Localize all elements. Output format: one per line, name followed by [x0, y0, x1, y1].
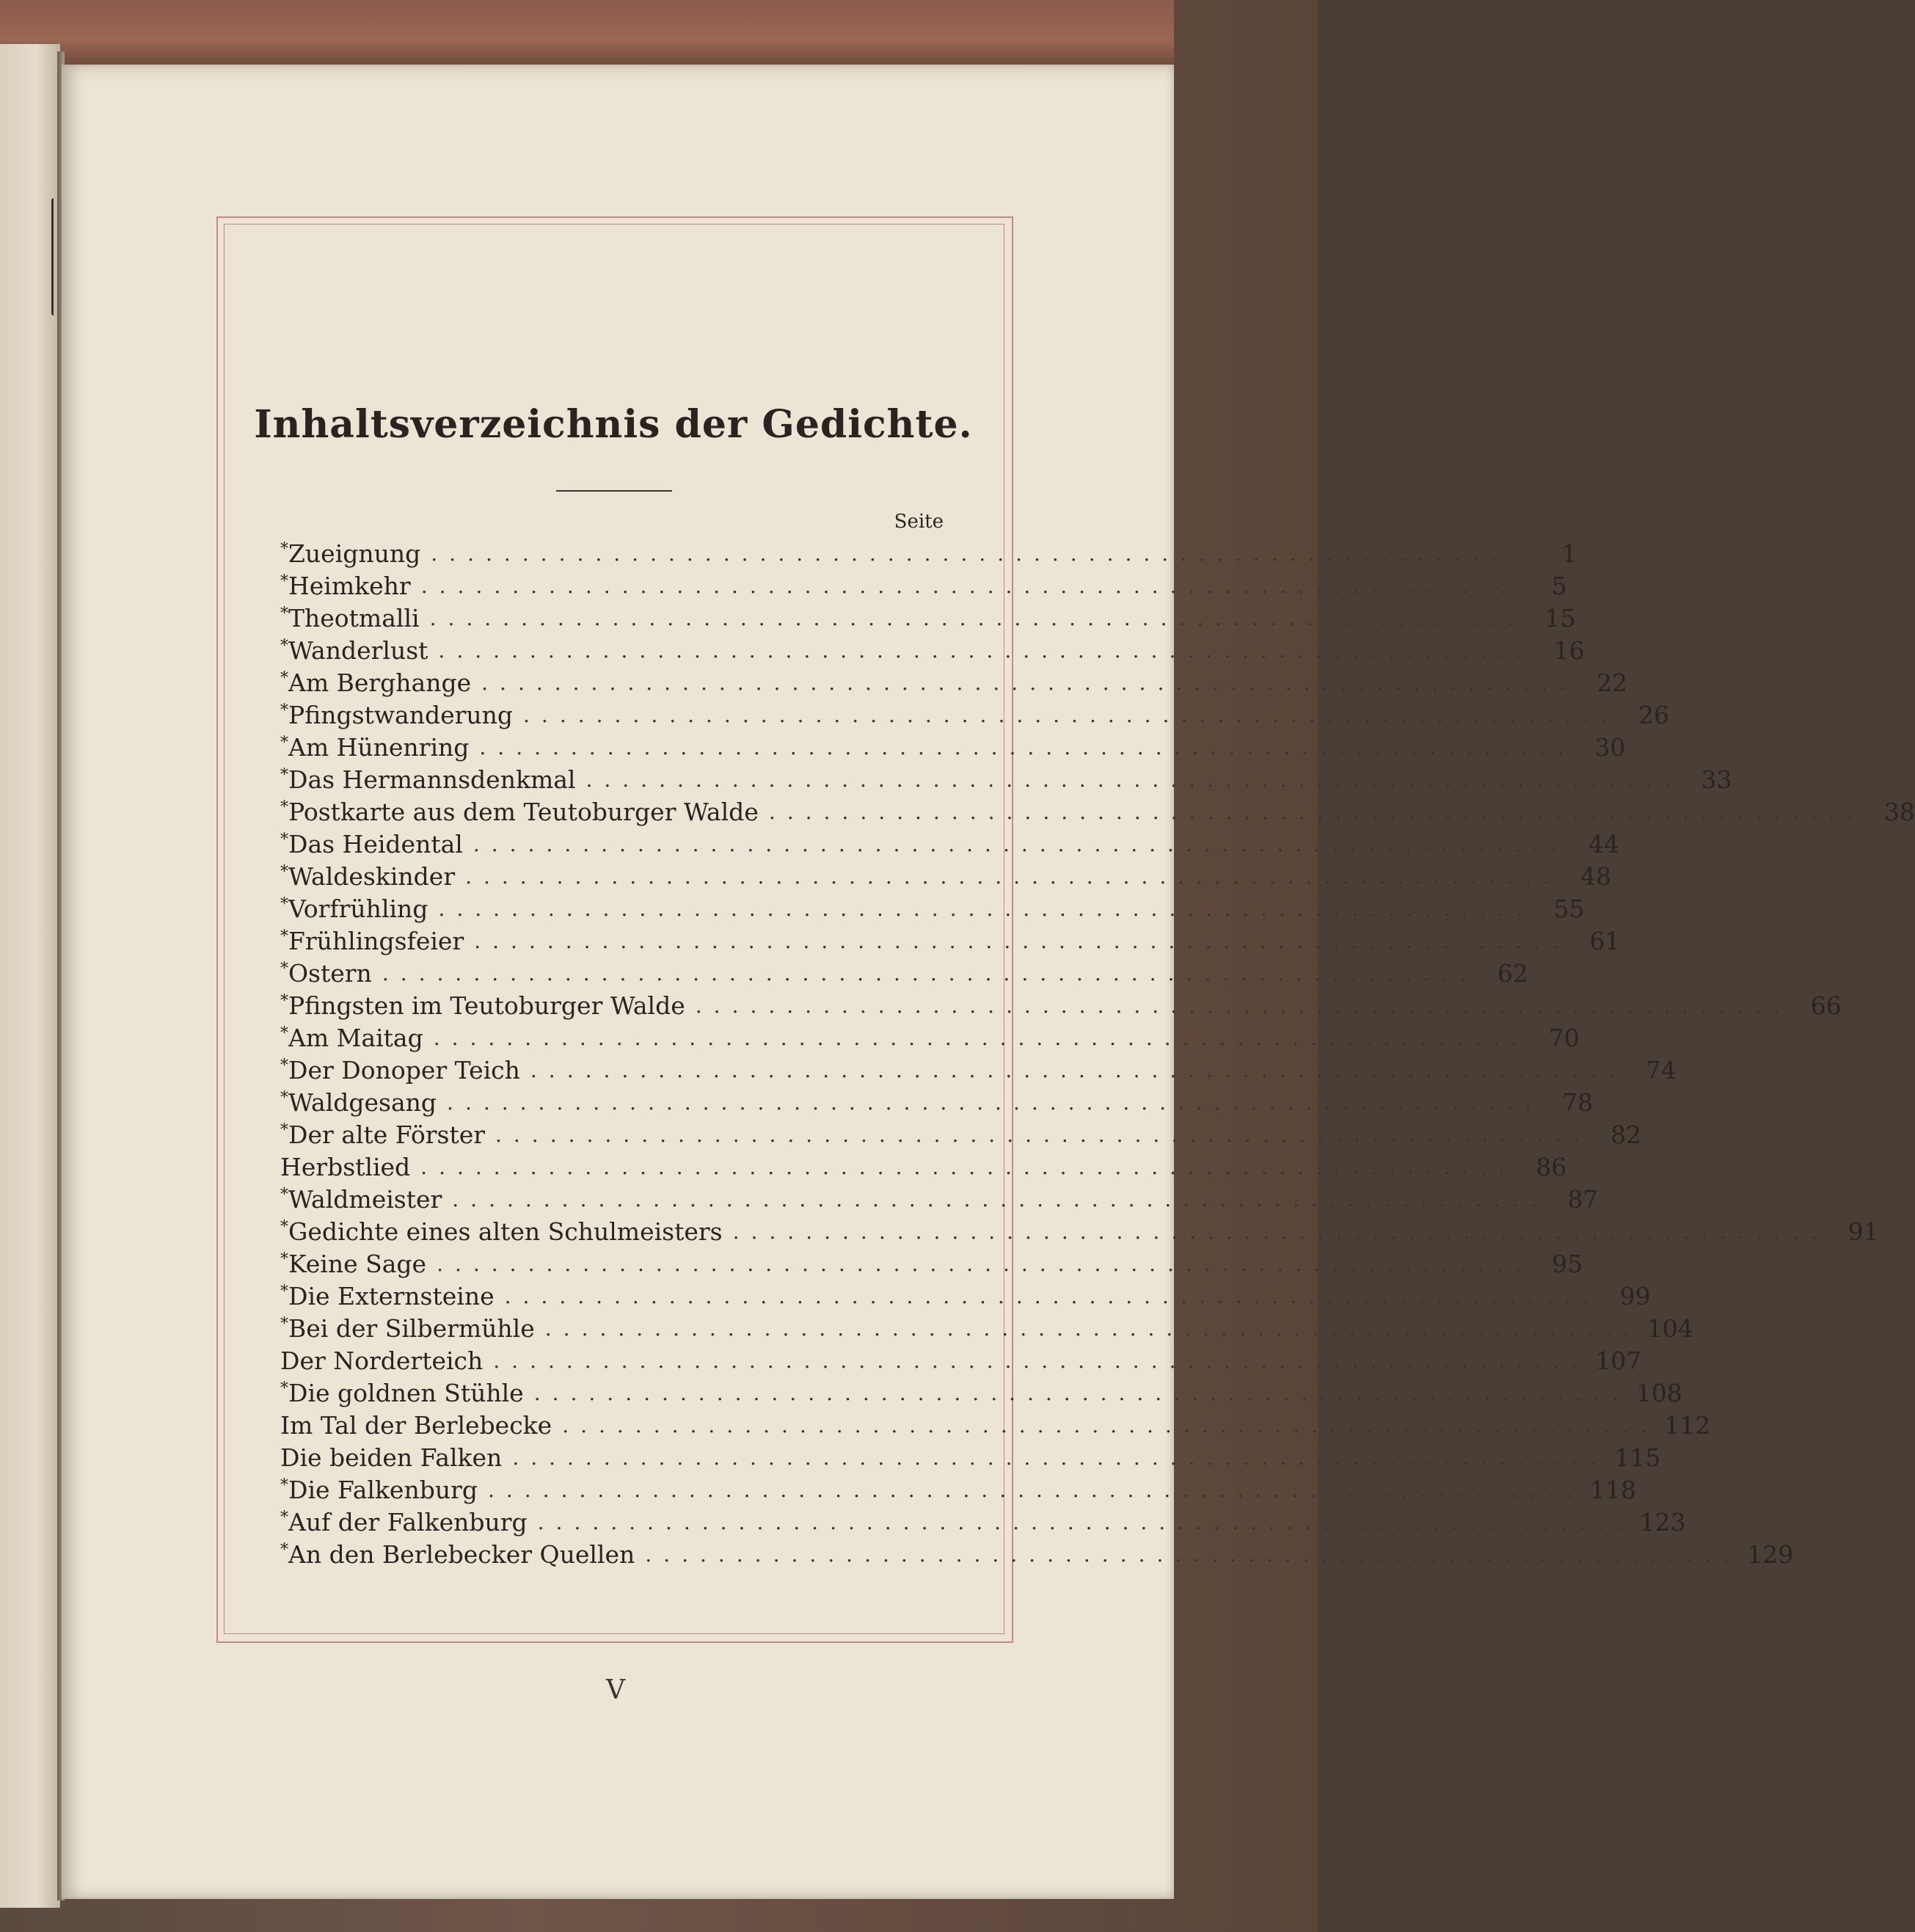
toc-entry: [280, 537, 1577, 569]
dot-leader: ............................................................: [504, 1283, 1601, 1308]
entry-title: Das Heidental: [288, 829, 463, 859]
toc-entry: [280, 1441, 1661, 1473]
entry-title: Keine Sage: [288, 1249, 427, 1278]
toc-entry: [280, 1409, 1711, 1441]
entry-title: Der Norderteich: [280, 1346, 484, 1375]
toc-entry: [280, 699, 1670, 731]
dot-leader: ............................................................: [495, 1122, 1592, 1147]
entry-marker: *: [280, 1540, 288, 1559]
dot-leader: ............................................................: [512, 1445, 1609, 1470]
entry-page-number: 87: [1567, 1184, 1599, 1214]
dot-leader: ............................................................: [768, 799, 1865, 824]
toc-entry: [280, 1280, 1651, 1312]
toc-entry: [280, 1086, 1594, 1118]
dot-leader: ............................................................: [474, 928, 1571, 953]
entry-title: Postkarte aus dem Teutoburger Walde: [288, 797, 759, 826]
dot-leader: ............................................................: [586, 767, 1682, 792]
entry-page-number: 108: [1635, 1378, 1682, 1407]
entry-title: Die goldnen Stühle: [288, 1378, 524, 1407]
entry-page-number: 1: [1561, 539, 1577, 568]
entry-title: Das Hermannsdenkmal: [288, 765, 576, 794]
entry-title: Pfingsten im Teutoburger Walde: [288, 991, 685, 1020]
entry-page-number: 129: [1747, 1539, 1794, 1569]
entry-title: Gedichte eines alten Schulmeisters: [288, 1217, 723, 1246]
toc-entry: [280, 1183, 1599, 1215]
entry-marker: *: [280, 604, 288, 623]
toc-entry: [280, 1118, 1642, 1151]
entry-page-number: 38: [1883, 797, 1915, 826]
entry-title: Vorfrühling: [288, 894, 428, 923]
entry-page-number: 74: [1645, 1055, 1677, 1085]
entry-page-number: 91: [1847, 1217, 1879, 1246]
dot-leader: ............................................................: [487, 1477, 1585, 1502]
entry-marker: *: [280, 572, 288, 591]
toc-entry: [280, 666, 1628, 699]
entry-page-number: 26: [1638, 700, 1670, 729]
dot-leader: ............................................................: [433, 1025, 1530, 1050]
title-divider: [556, 490, 672, 492]
dot-leader: ............................................................: [523, 702, 1620, 727]
toc-entry: [280, 1247, 1583, 1280]
dot-leader: ............................................................: [544, 1316, 1641, 1341]
entry-title: Herbstlied: [280, 1152, 411, 1181]
entry-page-number: 115: [1614, 1443, 1661, 1472]
dot-leader: ............................................................: [645, 1542, 1742, 1567]
toc-entry: [280, 1473, 1637, 1506]
entry-page-number: 55: [1553, 894, 1585, 923]
dot-leader: ............................................................: [465, 864, 1562, 889]
toc-entry: [280, 763, 1732, 795]
entry-marker: *: [280, 1024, 288, 1043]
toc-entry: [280, 1054, 1677, 1086]
entry-marker: *: [280, 701, 288, 720]
dot-leader: ............................................................: [562, 1412, 1659, 1437]
entry-title: Im Tal der Berlebecke: [280, 1410, 552, 1440]
binding-thread: [51, 198, 58, 316]
entry-marker: *: [280, 1088, 288, 1107]
entry-page-number: 15: [1544, 603, 1576, 633]
entry-marker: *: [280, 636, 288, 655]
entry-title: Der alte Förster: [288, 1120, 485, 1149]
toc-entry: [280, 892, 1585, 925]
entry-page-number: 86: [1536, 1152, 1567, 1181]
entry-page-number: 62: [1497, 958, 1528, 988]
toc-entry: [280, 1312, 1693, 1344]
page-title: Inhaltsverzeichnis der Gedichte.: [254, 402, 973, 447]
entry-title: Der Donoper Teich: [288, 1055, 520, 1085]
toc-entry: [280, 602, 1576, 634]
toc-entry: [280, 957, 1528, 989]
dot-leader: ............................................................: [732, 1219, 1829, 1244]
entry-title: Wanderlust: [288, 635, 428, 665]
dot-leader: ............................................................: [438, 638, 1535, 663]
dot-leader: ............................................................: [420, 1154, 1517, 1179]
toc-entry: [280, 1151, 1567, 1183]
left-page-edge: [0, 44, 60, 1908]
entry-title: Die Falkenburg: [288, 1475, 478, 1504]
entry-page-number: 95: [1552, 1249, 1583, 1278]
entry-marker: *: [280, 539, 288, 558]
entry-marker: *: [280, 798, 288, 817]
dot-leader: ............................................................: [420, 573, 1517, 598]
entry-marker: *: [280, 668, 288, 688]
entry-title: Ostern: [288, 958, 372, 988]
entry-title: An den Berlebecker Quellen: [288, 1539, 635, 1569]
entry-page-number: 5: [1551, 571, 1567, 600]
entry-title: Waldeskinder: [288, 861, 456, 891]
entry-title: Frühlingsfeier: [288, 926, 464, 955]
dot-leader: ............................................................: [695, 993, 1792, 1018]
dot-leader: ............................................................: [429, 605, 1526, 630]
toc-entry: [280, 1506, 1686, 1538]
entry-title: Pfingstwanderung: [288, 700, 514, 729]
dot-leader: ............................................................: [447, 1090, 1544, 1115]
entry-marker: *: [280, 1250, 288, 1269]
entry-marker: *: [280, 830, 288, 849]
table-of-contents: [280, 537, 1915, 1570]
entry-page-number: 123: [1639, 1507, 1686, 1537]
entry-marker: *: [280, 1056, 288, 1075]
dot-leader: ............................................................: [438, 896, 1535, 921]
dot-leader: ............................................................: [479, 734, 1576, 759]
entry-title: Waldmeister: [288, 1184, 442, 1214]
entry-title: Waldgesang: [288, 1087, 437, 1117]
toc-entry: [280, 634, 1585, 666]
dot-leader: ............................................................: [452, 1186, 1549, 1211]
toc-entry: [280, 989, 1842, 1021]
entry-page-number: 78: [1562, 1087, 1594, 1117]
entry-title: Zueignung: [288, 539, 421, 568]
dot-leader: ............................................................: [382, 960, 1478, 985]
entry-page-number: 30: [1594, 732, 1626, 762]
toc-entry: [280, 731, 1626, 763]
toc-entry: [280, 860, 1612, 892]
entry-title: Die Externsteine: [288, 1281, 495, 1311]
toc-entry: [280, 1538, 1794, 1570]
dot-leader: ............................................................: [530, 1057, 1627, 1082]
entry-page-number: 82: [1611, 1120, 1642, 1149]
entry-marker: *: [280, 959, 288, 978]
entry-page-number: 104: [1646, 1313, 1693, 1343]
toc-entry: [280, 1344, 1642, 1377]
entry-page-number: 118: [1590, 1475, 1637, 1504]
entry-title: Am Hünenring: [288, 732, 470, 762]
toc-entry: [280, 1215, 1879, 1247]
entry-page-number: 33: [1701, 765, 1732, 794]
entry-marker: *: [280, 991, 288, 1010]
entry-page-number: 107: [1595, 1346, 1642, 1375]
page-column-label: Seite: [894, 511, 944, 533]
entry-marker: *: [280, 1217, 288, 1236]
dot-leader: ............................................................: [473, 831, 1569, 856]
entry-marker: *: [280, 1314, 288, 1333]
entry-marker: *: [280, 1476, 288, 1495]
entry-page-number: 44: [1588, 829, 1619, 859]
dot-leader: ............................................................: [493, 1348, 1590, 1373]
entry-page-number: 48: [1580, 861, 1612, 891]
toc-entry: [280, 569, 1567, 602]
toc-entry: [280, 828, 1619, 860]
dot-leader: ............................................................: [533, 1380, 1630, 1405]
entry-title: Bei der Silbermühle: [288, 1313, 535, 1343]
entry-page-number: 22: [1597, 668, 1628, 697]
entry-marker: *: [280, 1185, 288, 1204]
entry-marker: *: [280, 765, 288, 784]
entry-marker: *: [280, 862, 288, 881]
entry-page-number: 61: [1589, 926, 1621, 955]
entry-title: Am Maitag: [288, 1023, 423, 1052]
entry-marker: *: [280, 1282, 288, 1301]
dot-leader: ............................................................: [431, 541, 1528, 566]
toc-entry: [280, 925, 1621, 957]
entry-marker: *: [280, 1120, 288, 1140]
cover-top-edge: [0, 0, 1174, 66]
toc-entry: [280, 1021, 1580, 1054]
entry-marker: *: [280, 1508, 288, 1527]
entry-title: Die beiden Falken: [280, 1443, 503, 1472]
entry-page-number: 66: [1810, 991, 1842, 1020]
dot-leader: ............................................................: [437, 1251, 1533, 1276]
entry-marker: *: [280, 894, 288, 914]
entry-page-number: 16: [1553, 635, 1585, 665]
toc-entry: [280, 795, 1915, 828]
page-number: V: [606, 1675, 625, 1705]
entry-title: Auf der Falkenburg: [288, 1507, 528, 1537]
entry-page-number: 99: [1619, 1281, 1651, 1311]
entry-marker: *: [280, 1379, 288, 1398]
entry-page-number: 112: [1664, 1410, 1711, 1440]
entry-marker: *: [280, 733, 288, 752]
entry-title: Am Berghange: [288, 668, 472, 697]
entry-title: Heimkehr: [288, 571, 411, 600]
dot-leader: ............................................................: [537, 1509, 1634, 1534]
toc-entry: [280, 1377, 1682, 1409]
entry-title: Theotmalli: [288, 603, 420, 633]
entry-page-number: 70: [1548, 1023, 1580, 1052]
entry-marker: *: [280, 927, 288, 946]
dot-leader: ............................................................: [481, 670, 1578, 695]
